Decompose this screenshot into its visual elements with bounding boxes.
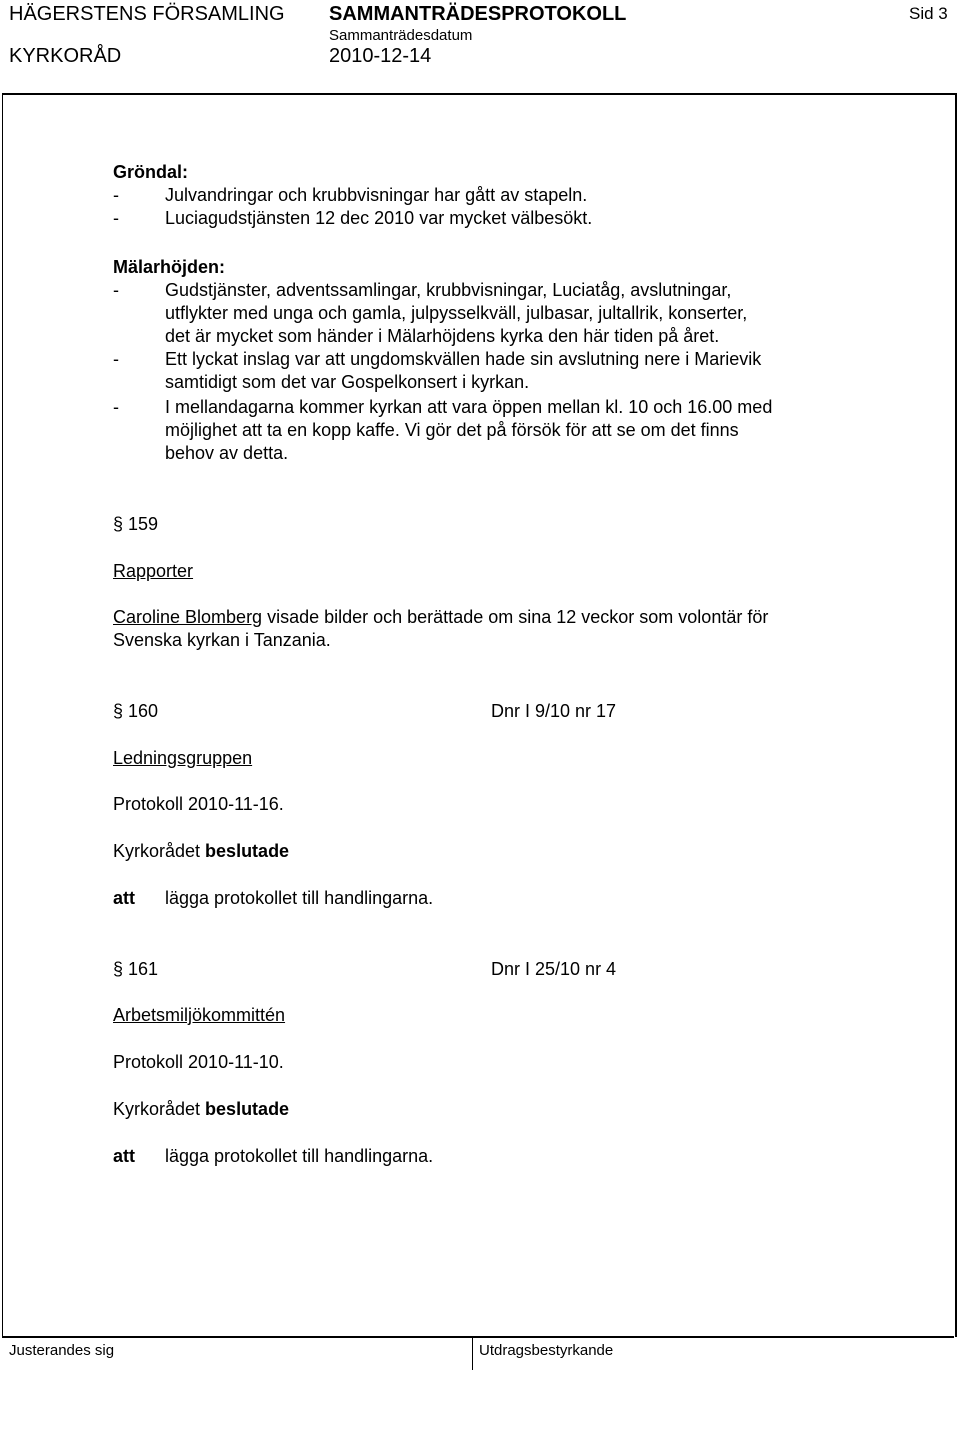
paragraph-text-line: Svenska kyrkan i Tanzania. <box>113 630 331 650</box>
diary-number: Dnr I 25/10 nr 4 <box>491 959 617 979</box>
footer-signature-label: Justerandes sig <box>9 1342 115 1359</box>
paragraph-number: § 161 <box>113 959 159 979</box>
protocol-reference: Protokoll 2010-11-16. <box>113 794 284 814</box>
decision-intro <box>113 1098 289 1121</box>
decision-att: att <box>113 888 135 908</box>
list-bullet: - <box>113 349 119 369</box>
paragraph-number: § 159 <box>113 514 159 534</box>
paragraph-heading: Rapporter <box>113 561 194 581</box>
decision-verb: beslutade <box>205 1099 290 1119</box>
diary-number: Dnr I 9/10 nr 17 <box>491 701 617 721</box>
meeting-date: 2010-12-14 <box>329 45 432 67</box>
section-heading-malarhojden: Mälarhöjden: <box>113 257 226 277</box>
paragraph-heading: Arbetsmiljökommittén <box>113 1005 286 1025</box>
organization-name: HÄGERSTENS FÖRSAMLING <box>9 3 285 25</box>
paragraph-text-rest: visade bilder och berättade om sina 12 veckor som volontär för <box>262 607 769 627</box>
decision-text: lägga protokollet till handlingarna. <box>165 1146 434 1166</box>
list-bullet: - <box>113 280 119 300</box>
page-number: Sid 3 <box>909 4 948 23</box>
list-bullet: - <box>113 185 119 205</box>
document-title: SAMMANTRÄDESPROTOKOLL <box>329 3 627 25</box>
list-item-line: möjlighet att ta en kopp kaffe. Vi gör det på försök för att se om det finns <box>165 420 739 440</box>
decision-text: lägga protokollet till handlingarna. <box>165 888 434 908</box>
list-item-line: I mellandagarna kommer kyrkan att vara öppen mellan kl. 10 och 16.00 med <box>165 397 773 417</box>
list-item-line: behov av detta. <box>165 443 289 463</box>
list-item: Luciagudstjänsten 12 dec 2010 var mycket välbesökt. <box>165 208 593 228</box>
list-bullet: - <box>113 208 119 228</box>
decision-verb: beslutade <box>205 841 290 861</box>
paragraph-heading: Ledningsgruppen <box>113 748 253 768</box>
decision-body: Kyrkorådet <box>113 1099 206 1119</box>
person-name: Caroline Blomberg <box>113 607 263 627</box>
list-item-line: det är mycket som händer i Mälarhöjdens kyrka den här tiden på året. <box>165 326 720 346</box>
decision-intro <box>113 840 289 863</box>
decision-att: att <box>113 1146 135 1166</box>
list-item-line: samtidigt som det var Gospelkonsert i kyrkan. <box>165 372 530 392</box>
list-bullet: - <box>113 397 119 417</box>
footer-divider <box>472 1336 473 1370</box>
list-item-line: Ett lyckat inslag var att ungdomskvällen hade sin avslutning nere i Marievik <box>165 349 762 369</box>
list-item: Julvandringar och krubbvisningar har gått av stapeln. <box>165 185 588 205</box>
list-item-line: utflykter med unga och gamla, julpysselkväll, julbasar, jultallrik, konserter, <box>165 303 748 323</box>
date-label: Sammanträdesdatum <box>329 27 473 44</box>
paragraph-text <box>113 606 768 629</box>
list-item-line: Gudstjänster, adventssamlingar, krubbvisningar, Luciatåg, avslutningar, <box>165 280 732 300</box>
department-name: KYRKORÅD <box>9 45 122 67</box>
section-heading-grondal: Gröndal: <box>113 162 188 182</box>
paragraph-number: § 160 <box>113 701 159 721</box>
footer-rule <box>2 1336 954 1338</box>
decision-body: Kyrkorådet <box>113 841 206 861</box>
footer-certification-label: Utdragsbestyrkande <box>479 1342 614 1359</box>
protocol-reference: Protokoll 2010-11-10. <box>113 1052 284 1072</box>
